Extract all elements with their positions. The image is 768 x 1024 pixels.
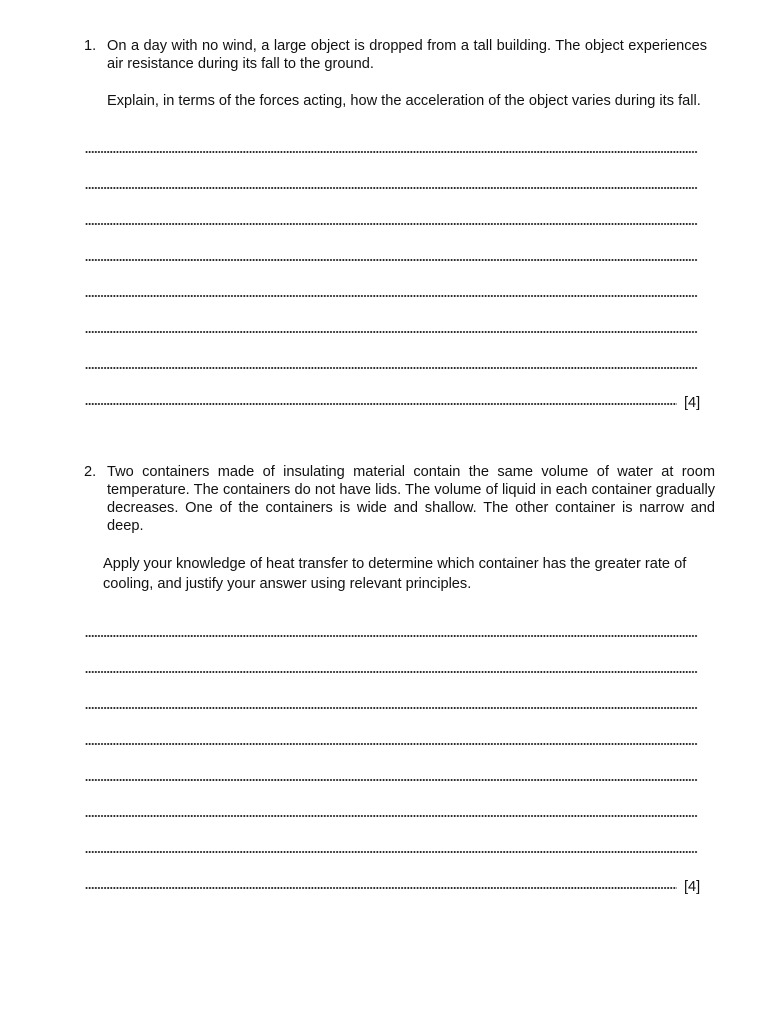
answer-line[interactable] <box>84 382 704 418</box>
answer-line[interactable] <box>84 202 704 238</box>
dotted-rule <box>85 331 698 333</box>
question-number: 1. <box>84 38 97 54</box>
question-prompt: Explain, in terms of the forces acting, how the acceleration of the object varies during its fall. <box>107 93 701 109</box>
answer-line[interactable] <box>84 346 704 382</box>
answer-line[interactable] <box>84 686 704 722</box>
marks-label: [4] <box>684 395 701 411</box>
question-2 <box>84 463 716 902</box>
answer-line[interactable] <box>84 238 704 274</box>
answer-line[interactable] <box>84 866 704 902</box>
dotted-rule <box>85 671 698 673</box>
answer-area[interactable] <box>84 614 704 902</box>
dotted-rule <box>85 635 698 637</box>
answer-line[interactable] <box>84 758 704 794</box>
dotted-rule <box>85 367 698 369</box>
question-header <box>84 463 716 535</box>
answer-line[interactable] <box>84 794 704 830</box>
question-stem: On a day with no wind, a large object is dropped from a tall building. The object experiences air resistance during its fall to the ground. <box>107 38 707 72</box>
dotted-rule <box>85 887 677 889</box>
dotted-rule <box>85 851 698 853</box>
question-stem: Two containers made of insulating material contain the same volume of water at room temperature. The containers do not have lids. The volume of liquid in each container gradually decreases. One of the containers is wide and shallow. The other container is narrow and deep. <box>107 464 715 534</box>
dotted-rule <box>85 707 698 709</box>
answer-line[interactable] <box>84 830 704 866</box>
dotted-rule <box>85 151 698 153</box>
dotted-rule <box>85 259 698 261</box>
question-number: 2. <box>84 464 97 480</box>
dotted-rule <box>85 295 698 297</box>
dotted-rule <box>85 187 698 189</box>
marks-label: [4] <box>684 879 701 895</box>
dotted-rule <box>85 223 698 225</box>
dotted-rule <box>85 815 698 817</box>
answer-line[interactable] <box>84 310 704 346</box>
dotted-rule <box>85 779 698 781</box>
question-1 <box>84 37 716 418</box>
answer-line[interactable] <box>84 274 704 310</box>
answer-line[interactable] <box>84 166 704 202</box>
dotted-rule <box>85 743 698 745</box>
question-header <box>84 37 716 73</box>
answer-line[interactable] <box>84 130 704 166</box>
dotted-rule <box>85 403 677 405</box>
answer-line[interactable] <box>84 650 704 686</box>
answer-line[interactable] <box>84 722 704 758</box>
answer-area[interactable] <box>84 130 704 418</box>
question-prompt: Apply your knowledge of heat transfer to determine which container has the greater rate of cooling, and justify your answer using relevant principles. <box>103 556 687 592</box>
answer-line[interactable] <box>84 614 704 650</box>
